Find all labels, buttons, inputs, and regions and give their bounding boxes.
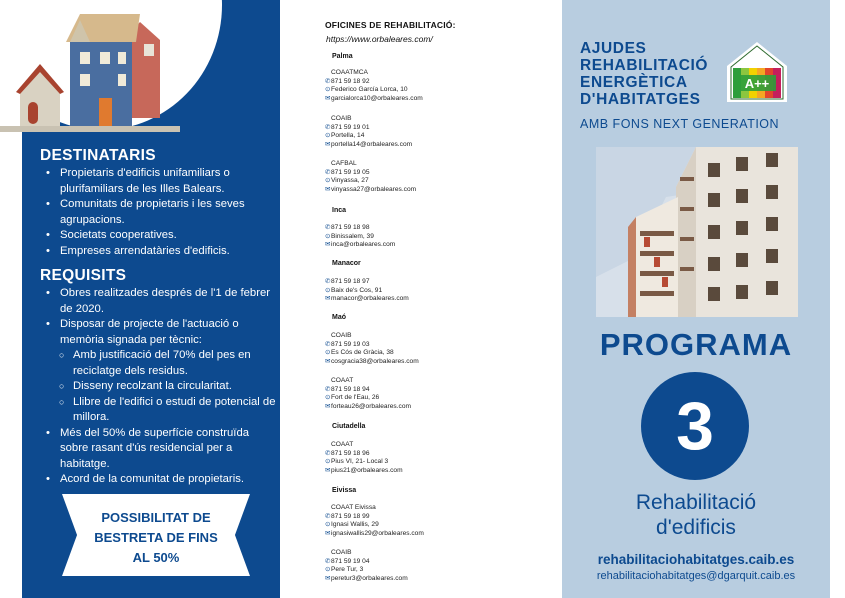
- requisits-heading: REQUISITS: [40, 267, 127, 284]
- location-pin-icon: ⊙: [325, 177, 331, 185]
- office-address: Portella, 14: [331, 132, 365, 140]
- office-phone: 871 59 18 97: [331, 278, 370, 285]
- title-line: D'HABITATGES: [580, 91, 701, 108]
- sub-list-item: ○ Llibre de l'edifici o estudi de potencial de millora.: [40, 395, 276, 426]
- ribbon-line: POSSIBILITAT DE: [101, 510, 211, 525]
- office-address: Baix de's Cos, 91: [331, 286, 383, 294]
- office-phone: 871 59 19 01: [331, 123, 370, 131]
- ribbon-line: BESTRETA DE FINS: [94, 530, 218, 545]
- destinataris-list: [40, 166, 276, 259]
- city-inca: Inca: [332, 207, 347, 214]
- office-email[interactable]: portella14@orbaleares.com: [331, 140, 413, 148]
- mail-icon: ✉: [325, 241, 331, 249]
- phone-icon: ✆: [325, 77, 331, 85]
- program-name-line: Rehabilitació: [635, 491, 757, 514]
- office-email[interactable]: inca@orbaleares.com: [331, 241, 396, 249]
- mail-icon: ✉: [325, 357, 331, 365]
- energy-rating-house-icon: [725, 40, 789, 104]
- office-entry: [325, 69, 423, 103]
- office-entry: [325, 504, 424, 538]
- houses-illustration: [0, 0, 180, 132]
- office-phone: 871 59 19 05: [331, 168, 370, 176]
- list-item: • Empreses arrendatàries d'edificis.: [40, 244, 276, 260]
- program-name-line: d'edificis: [656, 516, 736, 539]
- program-name: [562, 490, 830, 540]
- list-item: • Obres realitzades després de l'1 de febrer de 2020.: [40, 286, 276, 317]
- office-email[interactable]: ignasiwallis29@orbaleares.com: [331, 529, 424, 537]
- office-name: COAAT: [331, 441, 354, 448]
- requisits-list: [40, 286, 276, 488]
- ribbon-line: AL 50%: [132, 550, 180, 565]
- office-name: COAAT Eivissa: [331, 504, 376, 511]
- office-phone: 871 59 18 98: [331, 224, 370, 231]
- phone-icon: ✆: [325, 168, 331, 176]
- office-name: COAIB: [331, 549, 352, 556]
- office-entry: [325, 278, 409, 304]
- energy-rating-label: A++: [744, 76, 770, 91]
- title-line: ENERGÈTICA: [580, 74, 688, 91]
- office-email[interactable]: vinyassa27@orbaleares.com: [331, 185, 417, 193]
- mail-icon: ✉: [325, 466, 331, 474]
- phone-icon: ✆: [325, 449, 331, 457]
- list-item: • Comunitats de propietaris i les seves agrupacions.: [40, 197, 276, 228]
- city-mao: Maó: [332, 314, 346, 321]
- title-line: REHABILITACIÓ: [580, 57, 709, 74]
- location-pin-icon: ⊙: [325, 394, 331, 402]
- office-email[interactable]: manacor@orbaleares.com: [331, 295, 409, 303]
- building-photo: [596, 147, 798, 317]
- office-email[interactable]: forteau26@orbaleares.com: [331, 402, 412, 410]
- office-entry: [325, 160, 416, 194]
- office-address: Ignasi Wallis, 29: [331, 521, 379, 529]
- office-entry: [325, 115, 412, 149]
- office-entry: [325, 549, 408, 583]
- office-address: Pius VI, 21- Local 3: [331, 458, 389, 466]
- city-manacor: Manacor: [332, 260, 361, 267]
- list-item: • Societats cooperatives.: [40, 228, 276, 244]
- phone-icon: ✆: [325, 123, 331, 131]
- office-phone: 871 59 18 96: [331, 449, 370, 457]
- mail-icon: ✉: [325, 295, 331, 303]
- office-name: COAAT: [331, 377, 354, 384]
- location-pin-icon: ⊙: [325, 521, 331, 529]
- office-name: COAIB: [331, 332, 352, 339]
- phone-icon: ✆: [325, 340, 331, 348]
- phone-icon: ✆: [325, 224, 331, 231]
- office-entry: [325, 441, 403, 475]
- office-address: Pere Tur, 3: [331, 566, 364, 574]
- office-entry: [325, 332, 419, 366]
- location-pin-icon: ⊙: [325, 458, 331, 466]
- office-address: Binissalem, 39: [331, 232, 374, 240]
- office-name: CAFBAL: [331, 160, 357, 167]
- city-palma: Palma: [332, 53, 353, 60]
- advance-ribbon-text: [62, 508, 250, 568]
- contact-email-link[interactable]: rehabilitaciohabitatges@dgarquit.caib.es: [596, 570, 796, 582]
- cover-subtitle: AMB FONS NEXT GENERATION: [580, 117, 780, 131]
- phone-icon: ✆: [325, 278, 331, 285]
- office-entry: [325, 224, 395, 250]
- mail-icon: ✉: [325, 185, 331, 193]
- location-pin-icon: ⊙: [325, 86, 331, 94]
- offices-panel: [318, 0, 558, 598]
- list-item: • Acord de la comunitat de propietaris.: [40, 472, 276, 488]
- programa-heading: PROGRAMA: [599, 327, 793, 362]
- destinataris-heading: DESTINATARIS: [40, 147, 156, 164]
- mail-icon: ✉: [325, 94, 331, 102]
- office-address: Federico García Lorca, 10: [331, 86, 408, 94]
- offices-title: OFICINES DE REHABILITACIÓ:: [325, 20, 456, 30]
- offices-url-link[interactable]: https://www.orbaleares.com/: [326, 34, 433, 44]
- office-email[interactable]: peretur3@orbaleares.com: [331, 574, 408, 582]
- mail-icon: ✉: [325, 529, 331, 537]
- office-email[interactable]: pius21@orbaleares.com: [331, 466, 403, 474]
- city-ciutadella: Ciutadella: [332, 423, 366, 430]
- office-address: Vinyassa, 27: [331, 177, 369, 185]
- office-address: Fort de l'Eau, 26: [331, 394, 380, 402]
- cover-title: [580, 40, 708, 108]
- list-item: • Disposar de projecte de l'actuació o memòria signada per tècnic:: [40, 317, 276, 348]
- mail-icon: ✉: [325, 574, 331, 582]
- office-phone: 871 59 19 04: [331, 557, 370, 565]
- location-pin-icon: ⊙: [325, 232, 331, 240]
- program-number-badge: 3: [641, 372, 749, 480]
- office-email[interactable]: garcialorca10@orbaleares.com: [331, 94, 423, 102]
- office-phone: 871 59 19 03: [331, 340, 370, 348]
- website-link[interactable]: rehabilitaciohabitatges.caib.es: [597, 552, 795, 567]
- office-address: Es Cós de Gràcia, 38: [331, 349, 394, 357]
- list-item: • Propietaris d'edificis unifamiliars o plurifamiliars de les Illes Balears.: [40, 166, 276, 197]
- sub-list-item: ○ Amb justificació del 70% del pes en reciclatge dels residus.: [40, 348, 276, 379]
- location-pin-icon: ⊙: [325, 286, 331, 294]
- location-pin-icon: ⊙: [325, 566, 331, 574]
- left-panel: [22, 0, 280, 598]
- mail-icon: ✉: [325, 402, 331, 410]
- office-email[interactable]: cosgracia38@orbaleares.com: [331, 357, 419, 365]
- phone-icon: ✆: [325, 385, 331, 393]
- office-phone: 871 59 18 94: [331, 385, 370, 393]
- cover-panel: [562, 0, 830, 598]
- mail-icon: ✉: [325, 140, 331, 148]
- sub-list-item: ○ Disseny recolzant la circularitat.: [40, 379, 276, 395]
- office-phone: 871 59 18 99: [331, 512, 370, 520]
- office-phone: 871 59 18 92: [331, 77, 370, 85]
- city-eivissa: Eivissa: [332, 487, 357, 494]
- office-name: COAATMCA: [331, 69, 368, 76]
- office-entry: [325, 377, 411, 411]
- office-name: COAIB: [331, 115, 352, 122]
- list-item: • Més del 50% de superfície construïda sobre rasant d'ús residencial per a habitatge.: [40, 426, 276, 473]
- location-pin-icon: ⊙: [325, 349, 331, 357]
- phone-icon: ✆: [325, 512, 331, 520]
- title-line: AJUDES: [580, 40, 647, 57]
- phone-icon: ✆: [325, 557, 331, 565]
- location-pin-icon: ⊙: [325, 132, 331, 140]
